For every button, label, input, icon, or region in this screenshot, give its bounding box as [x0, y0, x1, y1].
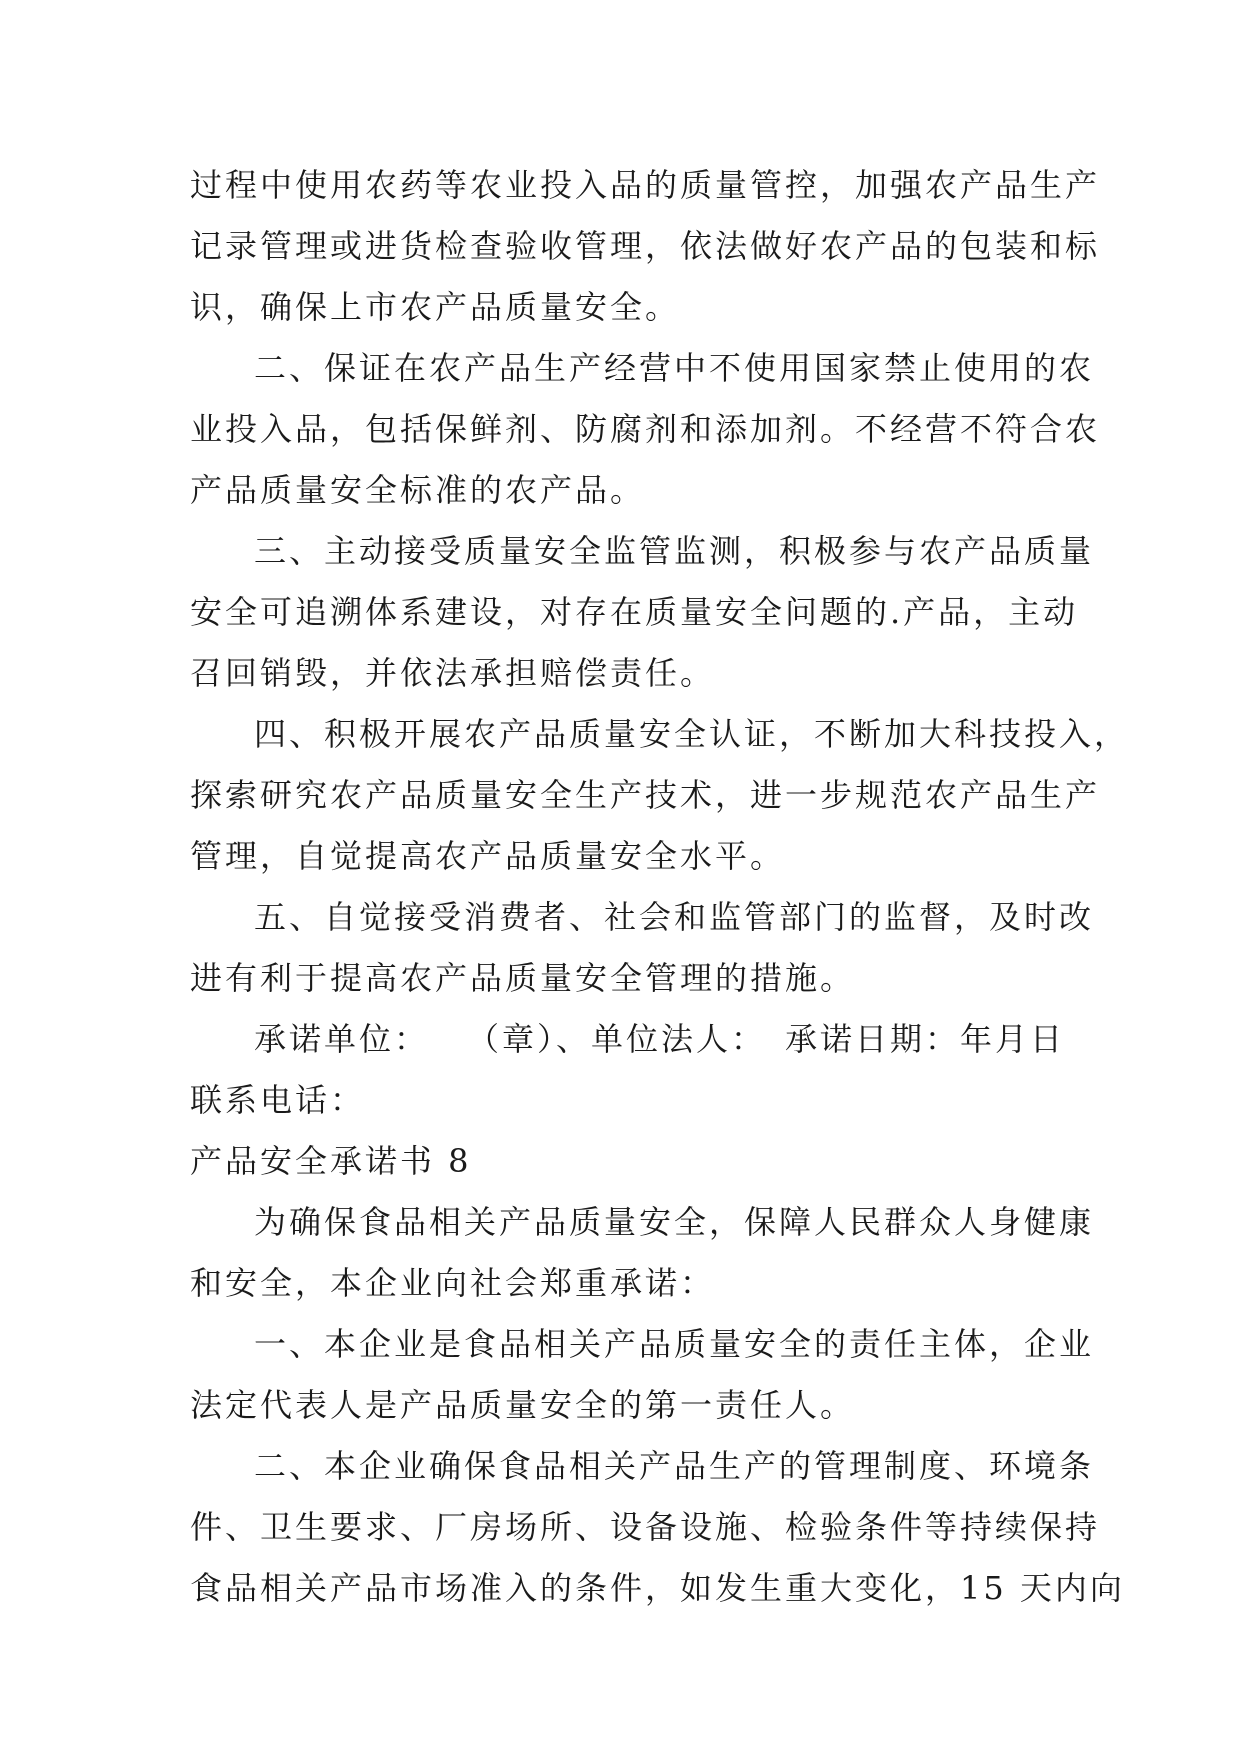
signature-line: 承诺单位： （章）、单位法人： 承诺日期：年月日 [254, 1020, 1066, 1058]
text-line-19: 和安全，本企业向社会郑重承诺： [190, 1264, 716, 1302]
section-title: 产品安全承诺书 8 [190, 1142, 472, 1180]
text-line-12: 管理，自觉提高农产品质量安全水平。 [190, 837, 786, 875]
text-line-23: 件、卫生要求、厂房场所、设备设施、检验条件等持续保持 [190, 1508, 1101, 1546]
text-line-10: 四、积极开展农产品质量安全认证，不断加大科技投入， [254, 715, 1130, 753]
text-line-6: 产品质量安全标准的农产品。 [190, 471, 646, 509]
text-line-13: 五、自觉接受消费者、社会和监管部门的监督，及时改 [254, 898, 1095, 936]
text-line-4: 二、保证在农产品生产经营中不使用国家禁止使用的农 [254, 349, 1095, 387]
text-line-3: 识，确保上市农产品质量安全。 [190, 288, 681, 326]
text-line-22: 二、本企业确保食品相关产品生产的管理制度、环境条 [254, 1447, 1095, 1485]
text-line-18: 为确保食品相关产品质量安全，保障人民群众人身健康 [254, 1203, 1095, 1241]
text-line-21: 法定代表人是产品质量安全的第一责任人。 [190, 1386, 856, 1424]
text-line-2: 记录管理或进货检查验收管理，依法做好农产品的包装和标 [190, 227, 1101, 265]
text-line-1: 过程中使用农药等农业投入品的质量管控，加强农产品生产 [190, 166, 1101, 204]
text-line-5: 业投入品，包括保鲜剂、防腐剂和添加剂。不经营不符合农 [190, 410, 1101, 448]
text-line-14: 进有利于提高农产品质量安全管理的措施。 [190, 959, 856, 997]
text-line-9: 召回销毁，并依法承担赔偿责任。 [190, 654, 716, 692]
text-line-7: 三、主动接受质量安全监管监测，积极参与农产品质量 [254, 532, 1095, 570]
text-line-11: 探索研究农产品质量安全生产技术，进一步规范农产品生产 [190, 776, 1101, 814]
text-line-20: 一、本企业是食品相关产品质量安全的责任主体，企业 [254, 1325, 1095, 1363]
text-line-24: 食品相关产品市场准入的条件，如发生重大变化，15 天内向 [190, 1569, 1125, 1607]
contact-phone-line: 联系电话： [190, 1081, 366, 1119]
text-line-8: 安全可追溯体系建设，对存在质量安全问题的.产品，主动 [190, 593, 1079, 631]
document-body [190, 155, 1130, 1619]
